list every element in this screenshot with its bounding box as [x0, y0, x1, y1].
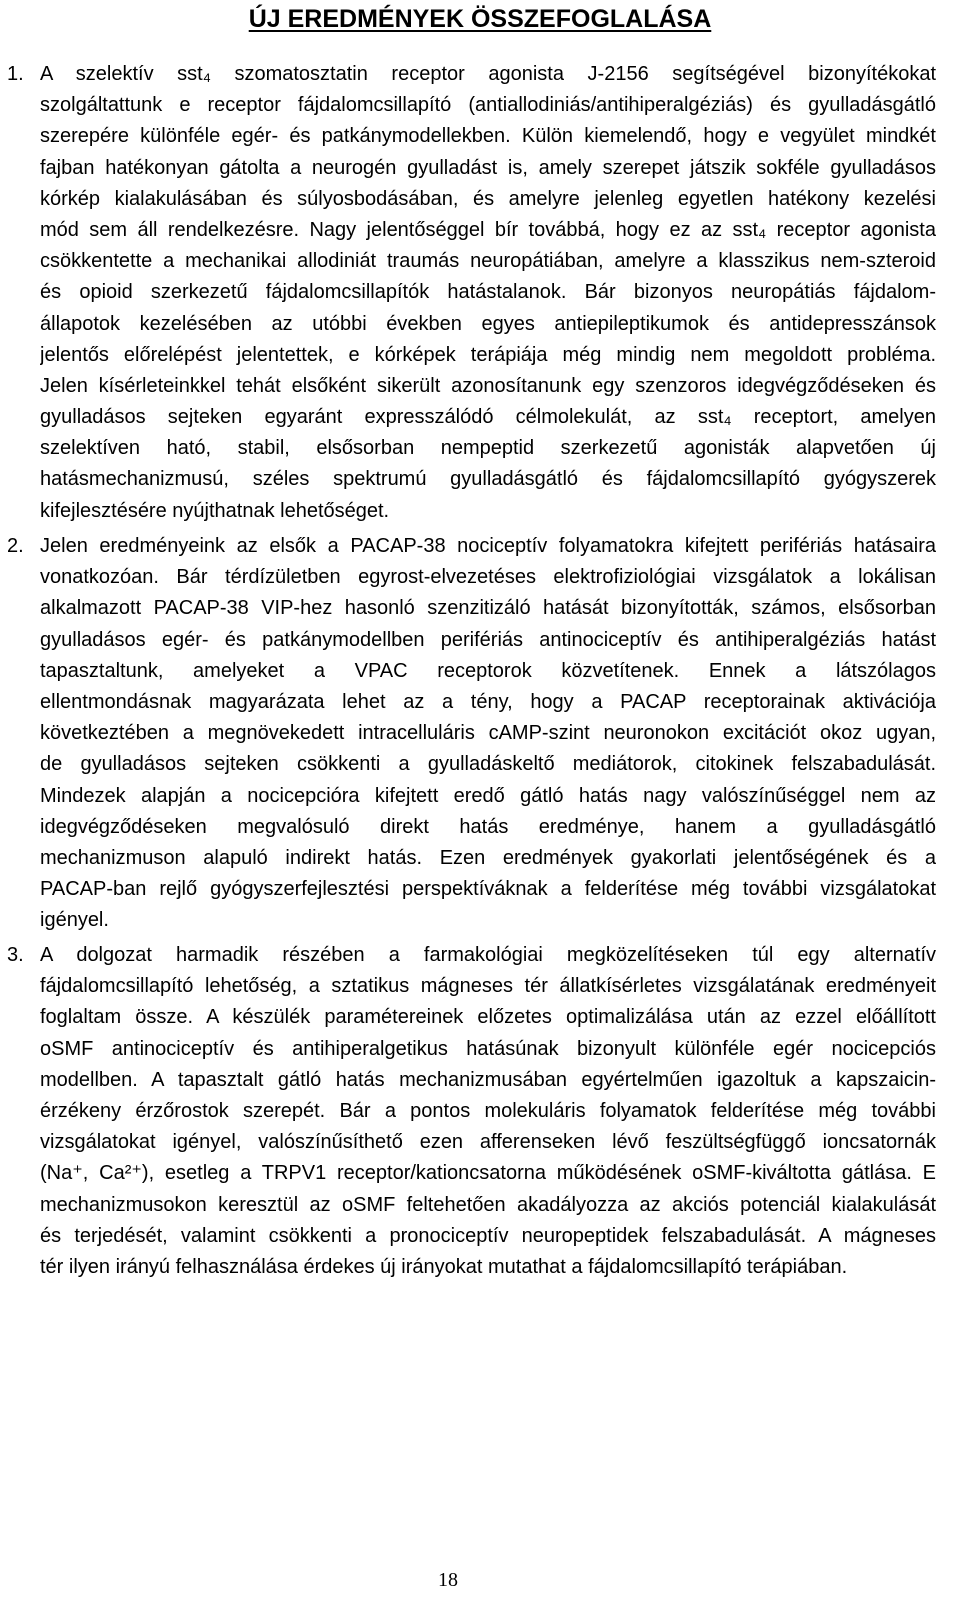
item-number: 3. [7, 944, 24, 966]
text-line: jelentős előrelépést jelentettek, e kórképek terápiája még mindig nem megoldott probléma. [40, 343, 936, 366]
list-item [7, 531, 936, 936]
text-line: fájdalomcsillapító lehetőség, a sztatikus mágneses tér állatkísérletes vizsgálatának eredményeit [40, 975, 936, 998]
text-line: érzékeny érzőrostok szerepét. Bár a pontos molekuláris folyamatok felderítése még további [40, 1099, 936, 1122]
item-text [40, 531, 936, 936]
page-title: ÚJ EREDMÉNYEK ÖSSZEFOGLALÁSA [248, 5, 712, 33]
text-line: gyulladásos sejteken egyaránt expresszálódó célmolekulát, az sst₄ receptort, amelyen [40, 406, 936, 429]
text-line: szolgáltattunk e receptor fájdalomcsillapító (antiallodiniás/antihiperalgéziás) és gyulladásgátló [40, 94, 936, 117]
text-line: PACAP-ban rejlő gyógyszerfejlesztési perspektíváknak a felderítése még további vizsgálatokat [40, 878, 936, 901]
text-line: foglaltam össze. A készülék paramétereinek előzetes optimalizálása után az ezzel előállított [40, 1006, 936, 1029]
text-line: Jelen kísérleteinkkel tehát elsőként sikerült azonosítanunk egy szenzoros idegvégződéseken és [40, 374, 936, 397]
text-line: állapotok kezelésében az utóbbi években egyes antiepileptikumok és antidepresszánsok [40, 312, 936, 335]
text-line: idegvégződéseken megvalósuló direkt hatás eredménye, hanem a gyulladásgátló [40, 815, 936, 838]
text-line: hatásmechanizmusú, széles spektrumú gyulladásgátló és fájdalomcsillapító gyógyszerek [40, 468, 936, 491]
text-line: ellentmondásnak magyarázata lehet az a tény, hogy a PACAP receptorainak aktivációja [40, 690, 936, 713]
item-number: 1. [7, 63, 24, 85]
text-line: fajban hatékonyan gátolta a neurogén gyulladást is, amely szerepet játszik sokféle gyulladásos [40, 156, 936, 179]
text-line: (Na⁺, Ca²⁺), esetleg a TRPV1 receptor/kationcsatorna működésének oSMF-kiváltotta gátlása. E [40, 1162, 936, 1185]
text-line: tapasztaltunk, amelyeket a VPAC receptorok közvetítenek. Ennek a látszólagos [40, 659, 936, 682]
text-line: Jelen eredményeink az elsők a PACAP-38 nociceptív folyamatokra kifejtett perifériás hatásaira [40, 535, 936, 557]
item-text [40, 59, 936, 527]
list-item [7, 940, 936, 1283]
text-line: igényel. [40, 909, 109, 932]
list-item [7, 59, 936, 527]
text-line: mód sem áll rendelkezésre. Nagy jelentőséggel bír továbbá, hogy ez az sst₄ receptor agonista [40, 218, 936, 241]
text-line: és opioid szerkezetű fájdalomcsillapítók hatástalanok. Bár bizonyos neuropátiás fájdalom- [40, 281, 936, 304]
text-line: szerepére különféle egér- és patkánymodellekben. Külön kiemelendő, hogy e vegyület mindkét [40, 125, 936, 148]
text-line: modellben. A tapasztalt gátló hatás mechanizmusában egyértelműen igazoltuk a kapszaicin- [40, 1068, 936, 1091]
text-line: alkalmazott PACAP-38 VIP-hez hasonló szenzitizáló hatását bizonyították, számos, elsősorban [40, 597, 936, 620]
item-text [40, 940, 936, 1283]
text-line: vonatkozóan. Bár térdízületben egyrost-elvezetéses elektrofiziológiai vizsgálatok a lokálisan [40, 566, 936, 589]
text-line: mechanizmusokon keresztül az oSMF feltehetően akadályozza az akciós potenciál kialakulását [40, 1193, 936, 1216]
text-line: szelektíven ható, stabil, elsősorban nempeptid szerkezetű agonisták alapvetően új [40, 437, 936, 460]
text-line: és terjedését, valamint csökkenti a pronociceptív neuropeptidek felszabadulását. A mágneses [40, 1224, 936, 1247]
text-line: tér ilyen irányú felhasználása érdekes új irányokat mutathat a fájdalomcsillapító terápiában. [40, 1255, 848, 1278]
text-line: A szelektív sst₄ szomatosztatin receptor agonista J-2156 segítségével bizonyítékokat [40, 63, 936, 85]
text-line: kifejlesztésére nyújthatnak lehetőséget. [40, 499, 390, 522]
item-number: 2. [7, 535, 24, 557]
text-line: vizsgálatokat igényel, valószínűsíthető ezen afferenseken lévő feszültségfüggő ioncsatornák [40, 1131, 936, 1154]
text-line: kórkép kialakulásában és súlyosbodásában, és amelyre jelenleg egyetlen hatékony kezelési [40, 187, 936, 210]
text-line: csökkentette a mechanikai allodiniát traumás neuropátiában, amelyre a klasszikus nem-szteroid [40, 250, 936, 273]
text-line: gyulladásos egér- és patkánymodellben perifériás antinociceptív és antihiperalgéziás hatást [40, 628, 936, 651]
text-line: következtében a megnövekedett intracelluláris cAMP-szint neuronokon excitációt okoz ugyan, [40, 722, 936, 745]
text-line: A dolgozat harmadik részében a farmakológiai megközelítéseken túl egy alternatív [40, 944, 936, 966]
page-number: 18 [438, 1569, 458, 1591]
text-line: de gyulladásos sejteken csökkenti a gyulladáskeltő mediátorok, citokinek felszabadulását. [40, 753, 936, 776]
text-line: oSMF antinociceptív és antihiperalgetikus hatásúnak bizonyult különféle egér nocicepciós [40, 1037, 936, 1060]
text-line: mechanizmuson alapuló indirekt hatás. Ezen eredmények gyakorlati jelentőségének és a [40, 846, 936, 869]
text-line: Mindezek alapján a nocicepcióra kifejtett eredő gátló hatás nagy valószínűséggel nem az [40, 784, 936, 807]
